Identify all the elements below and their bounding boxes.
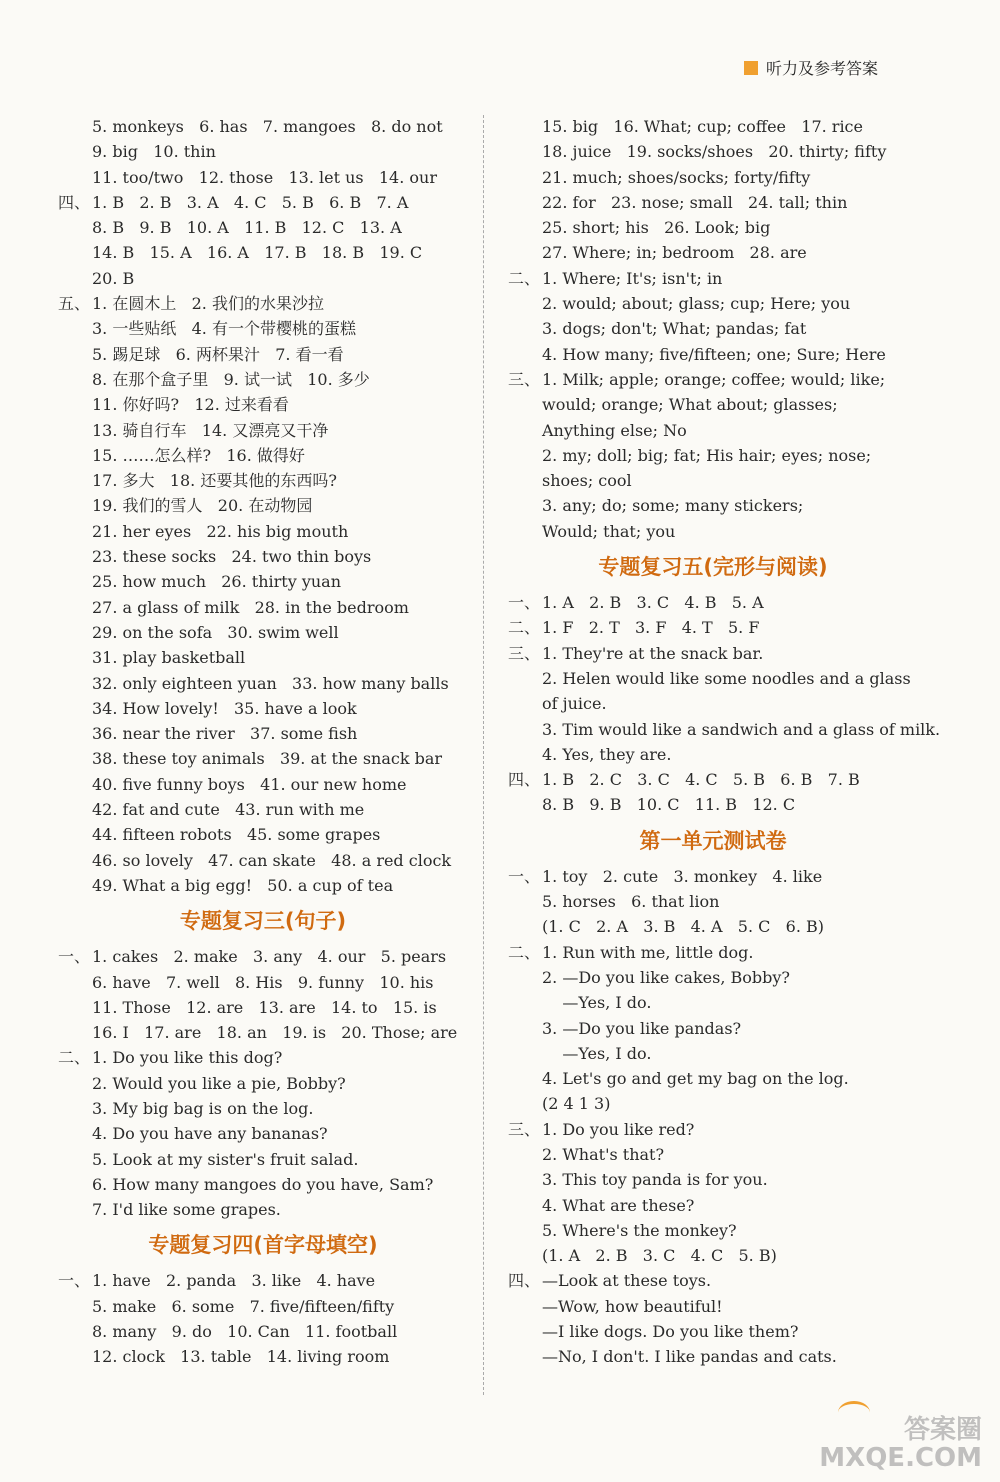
answer-text: 2. Helen would like some noodles and a glass (542, 668, 911, 688)
answer-text: 4. Let's go and get my bag on the log. (542, 1069, 849, 1089)
answer-text: 6. have 7. well 8. His 9. funny 10. his (92, 972, 434, 992)
answer-line (508, 965, 918, 990)
header-marker-icon (744, 61, 758, 75)
answer-text: 3. any; do; some; many stickers; (542, 496, 804, 516)
answer-text: —No, I don't. I like pandas and cats. (542, 1347, 837, 1367)
answer-text: 1. toy 2. cute 3. monkey 4. like (542, 866, 823, 886)
answer-line (508, 914, 918, 939)
answer-text: 20. B (92, 268, 135, 288)
section-number: 二、 (508, 618, 541, 638)
answer-text: 5. 踢足球 6. 两杯果汁 7. 看一看 (92, 344, 344, 364)
answer-line (508, 1091, 918, 1116)
answer-line (58, 645, 468, 670)
answer-text: shoes; cool (542, 471, 632, 491)
answer-text: 38. these toy animals 39. at the snack bar (92, 749, 443, 769)
answer-text: 3. dogs; don't; What; pandas; fat (542, 319, 807, 339)
answer-line (58, 746, 468, 771)
answer-text: (1. C 2. A 3. B 4. A 5. C 6. B) (542, 917, 824, 937)
answer-text: 3. Tim would like a sandwich and a glass of milk. (542, 719, 941, 739)
answer-text: 1. Run with me, little dog. (542, 942, 754, 962)
answer-line (508, 342, 918, 367)
answer-line (58, 1147, 468, 1172)
answer-text: 8. many 9. do 10. Can 11. football (92, 1322, 398, 1342)
answer-text: 7. I'd like some grapes. (92, 1200, 281, 1220)
answer-text: 29. on the sofa 30. swim well (92, 622, 339, 642)
section-number: 一、 (58, 1271, 91, 1291)
answer-text: 32. only eighteen yuan 33. how many balls (92, 673, 449, 693)
answer-line (508, 940, 918, 965)
section-number: 四、 (508, 1271, 541, 1291)
answer-text: 4. How many; five/fifteen; one; Sure; Here (542, 344, 886, 364)
section-number: 四、 (58, 192, 91, 212)
answer-text: 1. They're at the snack bar. (542, 643, 764, 663)
answer-line (58, 114, 468, 139)
answer-text: 49. What a big egg! 50. a cup of tea (92, 875, 394, 895)
answer-line (508, 1294, 918, 1319)
answer-text: 2. What's that? (542, 1144, 665, 1164)
answer-line (508, 468, 918, 493)
answer-line (58, 468, 468, 493)
answer-text: 12. clock 13. table 14. living room (92, 1347, 390, 1367)
answer-text: 23. these socks 24. two thin boys (92, 547, 372, 567)
watermark-line2: MXQE.COM (819, 1443, 982, 1473)
answer-line (58, 822, 468, 847)
answer-text: 1. 在圆木上 2. 我们的水果沙拉 (92, 294, 324, 314)
answer-text: 5. horses 6. that lion (542, 892, 720, 912)
section-number: 二、 (508, 268, 541, 288)
answer-line (58, 291, 468, 316)
answer-text: 44. fifteen robots 45. some grapes (92, 825, 381, 845)
answer-line (508, 1066, 918, 1091)
answer-text: 5. monkeys 6. has 7. mangoes 8. do not (92, 117, 443, 136)
answer-text: 1. cakes 2. make 3. any 4. our 5. pears (92, 947, 447, 967)
section-number: 三、 (508, 1119, 541, 1139)
answer-line (508, 889, 918, 914)
answer-line (508, 1243, 918, 1268)
answer-text: 1. B 2. B 3. A 4. C 5. B 6. B 7. A (92, 192, 409, 212)
answer-line (508, 1041, 918, 1066)
answer-text: 1. F 2. T 3. F 4. T 5. F (542, 618, 760, 638)
answer-line (58, 190, 468, 215)
answer-text: 46. so lovely 47. can skate 48. a red clock (92, 850, 452, 870)
answer-text: 5. make 6. some 7. five/fifteen/fifty (92, 1296, 395, 1316)
answer-line (58, 443, 468, 468)
answer-line (58, 1172, 468, 1197)
answer-text: 13. 骑自行车 14. 又漂亮又干净 (92, 420, 329, 440)
answer-line (58, 944, 468, 969)
answer-text: 4. Do you have any bananas? (92, 1124, 328, 1144)
answer-line (508, 519, 918, 544)
header-label-text: 听力及参考答案 (766, 59, 879, 78)
answer-line (508, 114, 918, 139)
column-divider (483, 115, 484, 1395)
left-column (58, 114, 468, 1370)
answer-line (58, 1020, 468, 1045)
right-column (508, 114, 941, 1370)
answer-text: 11. 你好吗? 12. 过来看看 (92, 395, 289, 415)
answer-line (508, 240, 918, 265)
answer-line (508, 1319, 918, 1344)
answer-line (58, 392, 468, 417)
answer-text: 1. have 2. panda 3. like 4. have (92, 1271, 376, 1291)
answer-text: 15. big 16. What; cup; coffee 17. rice (542, 117, 863, 136)
section-number: 一、 (58, 947, 91, 967)
answer-line (508, 291, 918, 316)
answer-line (58, 595, 468, 620)
answer-line (508, 165, 918, 190)
answer-line (58, 873, 468, 898)
answer-text: 8. B 9. B 10. A 11. B 12. C 13. A (92, 218, 402, 238)
answer-line (58, 266, 468, 291)
answer-line (508, 666, 918, 691)
answer-line (508, 864, 918, 889)
answer-text: 25. short; his 26. Look; big (542, 218, 771, 238)
answer-line (58, 1294, 468, 1319)
answer-line (58, 848, 468, 873)
answer-line (508, 1218, 918, 1243)
answer-text: 40. five funny boys 41. our new home (92, 774, 407, 794)
section-title: 专题复习四(首字母填空) (148, 1233, 378, 1258)
answer-line (58, 1045, 468, 1070)
answer-text: 2. —Do you like cakes, Bobby? (542, 967, 790, 987)
answer-text: 27. a glass of milk 28. in the bedroom (92, 597, 409, 617)
answer-text: 21. her eyes 22. his big mouth (92, 521, 349, 541)
answer-line (508, 641, 918, 666)
answer-line (58, 139, 468, 164)
answer-line (58, 995, 468, 1020)
answer-line (58, 367, 468, 392)
watermark (819, 1416, 982, 1472)
answer-line (58, 342, 468, 367)
answer-text: 1. Where; It's; isn't; in (542, 268, 723, 288)
section-title: 专题复习五(完形与阅读) (598, 555, 828, 580)
answer-line (508, 1268, 918, 1293)
answer-line (58, 1096, 468, 1121)
answer-text: 42. fat and cute 43. run with me (92, 800, 365, 820)
answer-text: 31. play basketball (92, 648, 246, 668)
answer-text: (1. A 2. B 3. C 4. C 5. B) (542, 1246, 777, 1266)
section-number: 三、 (508, 369, 541, 389)
answer-line (508, 493, 918, 518)
answer-line (508, 1142, 918, 1167)
answer-line (58, 1344, 468, 1369)
section-title: 第一单元测试卷 (639, 828, 787, 853)
answer-text: 9. big 10. thin (92, 142, 216, 162)
answer-text: 3. —Do you like pandas? (542, 1018, 742, 1038)
answer-line (508, 215, 918, 240)
answer-text: 4. What are these? (542, 1195, 695, 1215)
answer-text: of juice. (542, 694, 607, 714)
section-number: 五、 (58, 294, 91, 314)
answer-text: 4. Yes, they are. (542, 744, 672, 764)
answer-line (58, 165, 468, 190)
answer-line (508, 139, 918, 164)
answer-text: 18. juice 19. socks/shoes 20. thirty; fifty (542, 142, 887, 162)
answer-text: 11. Those 12. are 13. are 14. to 15. is (92, 997, 437, 1017)
answer-line (58, 620, 468, 645)
answer-line (58, 797, 468, 822)
answer-text: 8. 在那个盒子里 9. 试一试 10. 多少 (92, 369, 370, 389)
answer-line (58, 1121, 468, 1146)
answer-text: would; orange; What about; glasses; (542, 395, 838, 415)
answer-text: 2. Would you like a pie, Bobby? (92, 1073, 346, 1093)
answer-line (58, 1197, 468, 1222)
answer-line (508, 266, 918, 291)
answer-line (508, 717, 941, 742)
answer-text: (2 4 1 3) (542, 1094, 611, 1114)
answer-text: 1. Do you like this dog? (92, 1048, 283, 1068)
answer-text: 6. How many mangoes do you have, Sam? (92, 1174, 434, 1194)
answer-text: 8. B 9. B 10. C 11. B 12. C (542, 795, 796, 815)
answer-line (508, 742, 918, 767)
answer-line (508, 190, 918, 215)
answer-text: 22. for 23. nose; small 24. tall; thin (542, 192, 848, 212)
answer-text: 25. how much 26. thirty yuan (92, 572, 342, 592)
answer-line (508, 792, 918, 817)
answer-line (58, 569, 468, 594)
answer-line (58, 1071, 468, 1096)
answer-text: 1. Milk; apple; orange; coffee; would; like; (542, 369, 886, 389)
answer-text: 1. A 2. B 3. C 4. B 5. A (542, 593, 764, 613)
answer-line (508, 316, 918, 341)
section-number: 四、 (508, 770, 541, 790)
answer-line (508, 1167, 918, 1192)
answer-text: 2. would; about; glass; cup; Here; you (542, 294, 851, 314)
answer-text: 2. my; doll; big; fat; His hair; eyes; nose; (542, 445, 872, 465)
answer-text: 11. too/two 12. those 13. let us 14. our (92, 167, 437, 187)
answer-line (58, 721, 468, 746)
section-number: 二、 (508, 942, 541, 962)
answer-line (58, 1268, 468, 1293)
section-title: 专题复习三(句子) (179, 909, 347, 934)
answer-line (58, 772, 468, 797)
answer-text: —I like dogs. Do you like them? (542, 1322, 799, 1342)
answer-line (58, 418, 468, 443)
section-number: 三、 (508, 643, 541, 663)
answer-text: —Look at these toys. (542, 1271, 712, 1291)
answer-line (508, 1016, 918, 1041)
answer-line (508, 615, 918, 640)
answer-line (508, 392, 918, 417)
answer-line (508, 1344, 918, 1369)
answer-line (58, 519, 468, 544)
answer-text: Anything else; No (542, 420, 687, 440)
answer-text: 36. near the river 37. some fish (92, 724, 358, 744)
answer-line (58, 696, 468, 721)
answer-text: 27. Where; in; bedroom 28. are (542, 243, 807, 263)
answer-text: 15. ……怎么样? 16. 做得好 (92, 445, 305, 465)
answer-text: 19. 我们的雪人 20. 在动物园 (92, 496, 313, 516)
header-label (744, 56, 878, 79)
answer-text: 3. My big bag is on the log. (92, 1098, 314, 1118)
answer-text: 21. much; shoes/socks; forty/fifty (542, 167, 811, 187)
answer-line (508, 418, 918, 443)
answer-text: 14. B 15. A 16. A 17. B 18. B 19. C (92, 243, 423, 263)
answer-text: 34. How lovely! 35. have a look (92, 698, 357, 718)
answer-line (58, 316, 468, 341)
answer-line (508, 443, 918, 468)
section-number: 二、 (58, 1048, 91, 1068)
answer-text: 1. B 2. C 3. C 4. C 5. B 6. B 7. B (542, 770, 860, 790)
answer-text: 3. 一些贴纸 4. 有一个带樱桃的蛋糕 (92, 319, 356, 339)
answer-line (508, 767, 918, 792)
answer-line (58, 215, 468, 240)
answer-line (58, 544, 468, 569)
answer-text: 17. 多大 18. 还要其他的东西吗? (92, 471, 337, 491)
answer-text: Would; that; you (542, 521, 676, 541)
section-number: 一、 (508, 866, 541, 886)
answer-line (508, 590, 918, 615)
answer-line (58, 1319, 468, 1344)
answer-text: 3. This toy panda is for you. (542, 1170, 768, 1190)
section-number: 一、 (508, 593, 541, 613)
answer-line (508, 990, 918, 1015)
watermark-line1: 答案圈 (903, 1415, 982, 1445)
answer-text: 1. Do you like red? (542, 1119, 695, 1139)
answer-line (508, 691, 918, 716)
answer-line (508, 1193, 918, 1218)
answer-text: —Yes, I do. (542, 1043, 652, 1063)
answer-line (58, 493, 468, 518)
answer-line (58, 970, 468, 995)
answer-line (508, 1117, 918, 1142)
answer-line (58, 240, 468, 265)
answer-text: 5. Where's the monkey? (542, 1220, 737, 1240)
answer-text: 5. Look at my sister's fruit salad. (92, 1149, 359, 1169)
answer-line (508, 367, 918, 392)
answer-line (58, 671, 468, 696)
answer-text: 16. I 17. are 18. an 19. is 20. Those; are (92, 1023, 458, 1043)
answer-text: —Yes, I do. (542, 993, 652, 1013)
answer-text: —Wow, how beautiful! (542, 1296, 723, 1316)
